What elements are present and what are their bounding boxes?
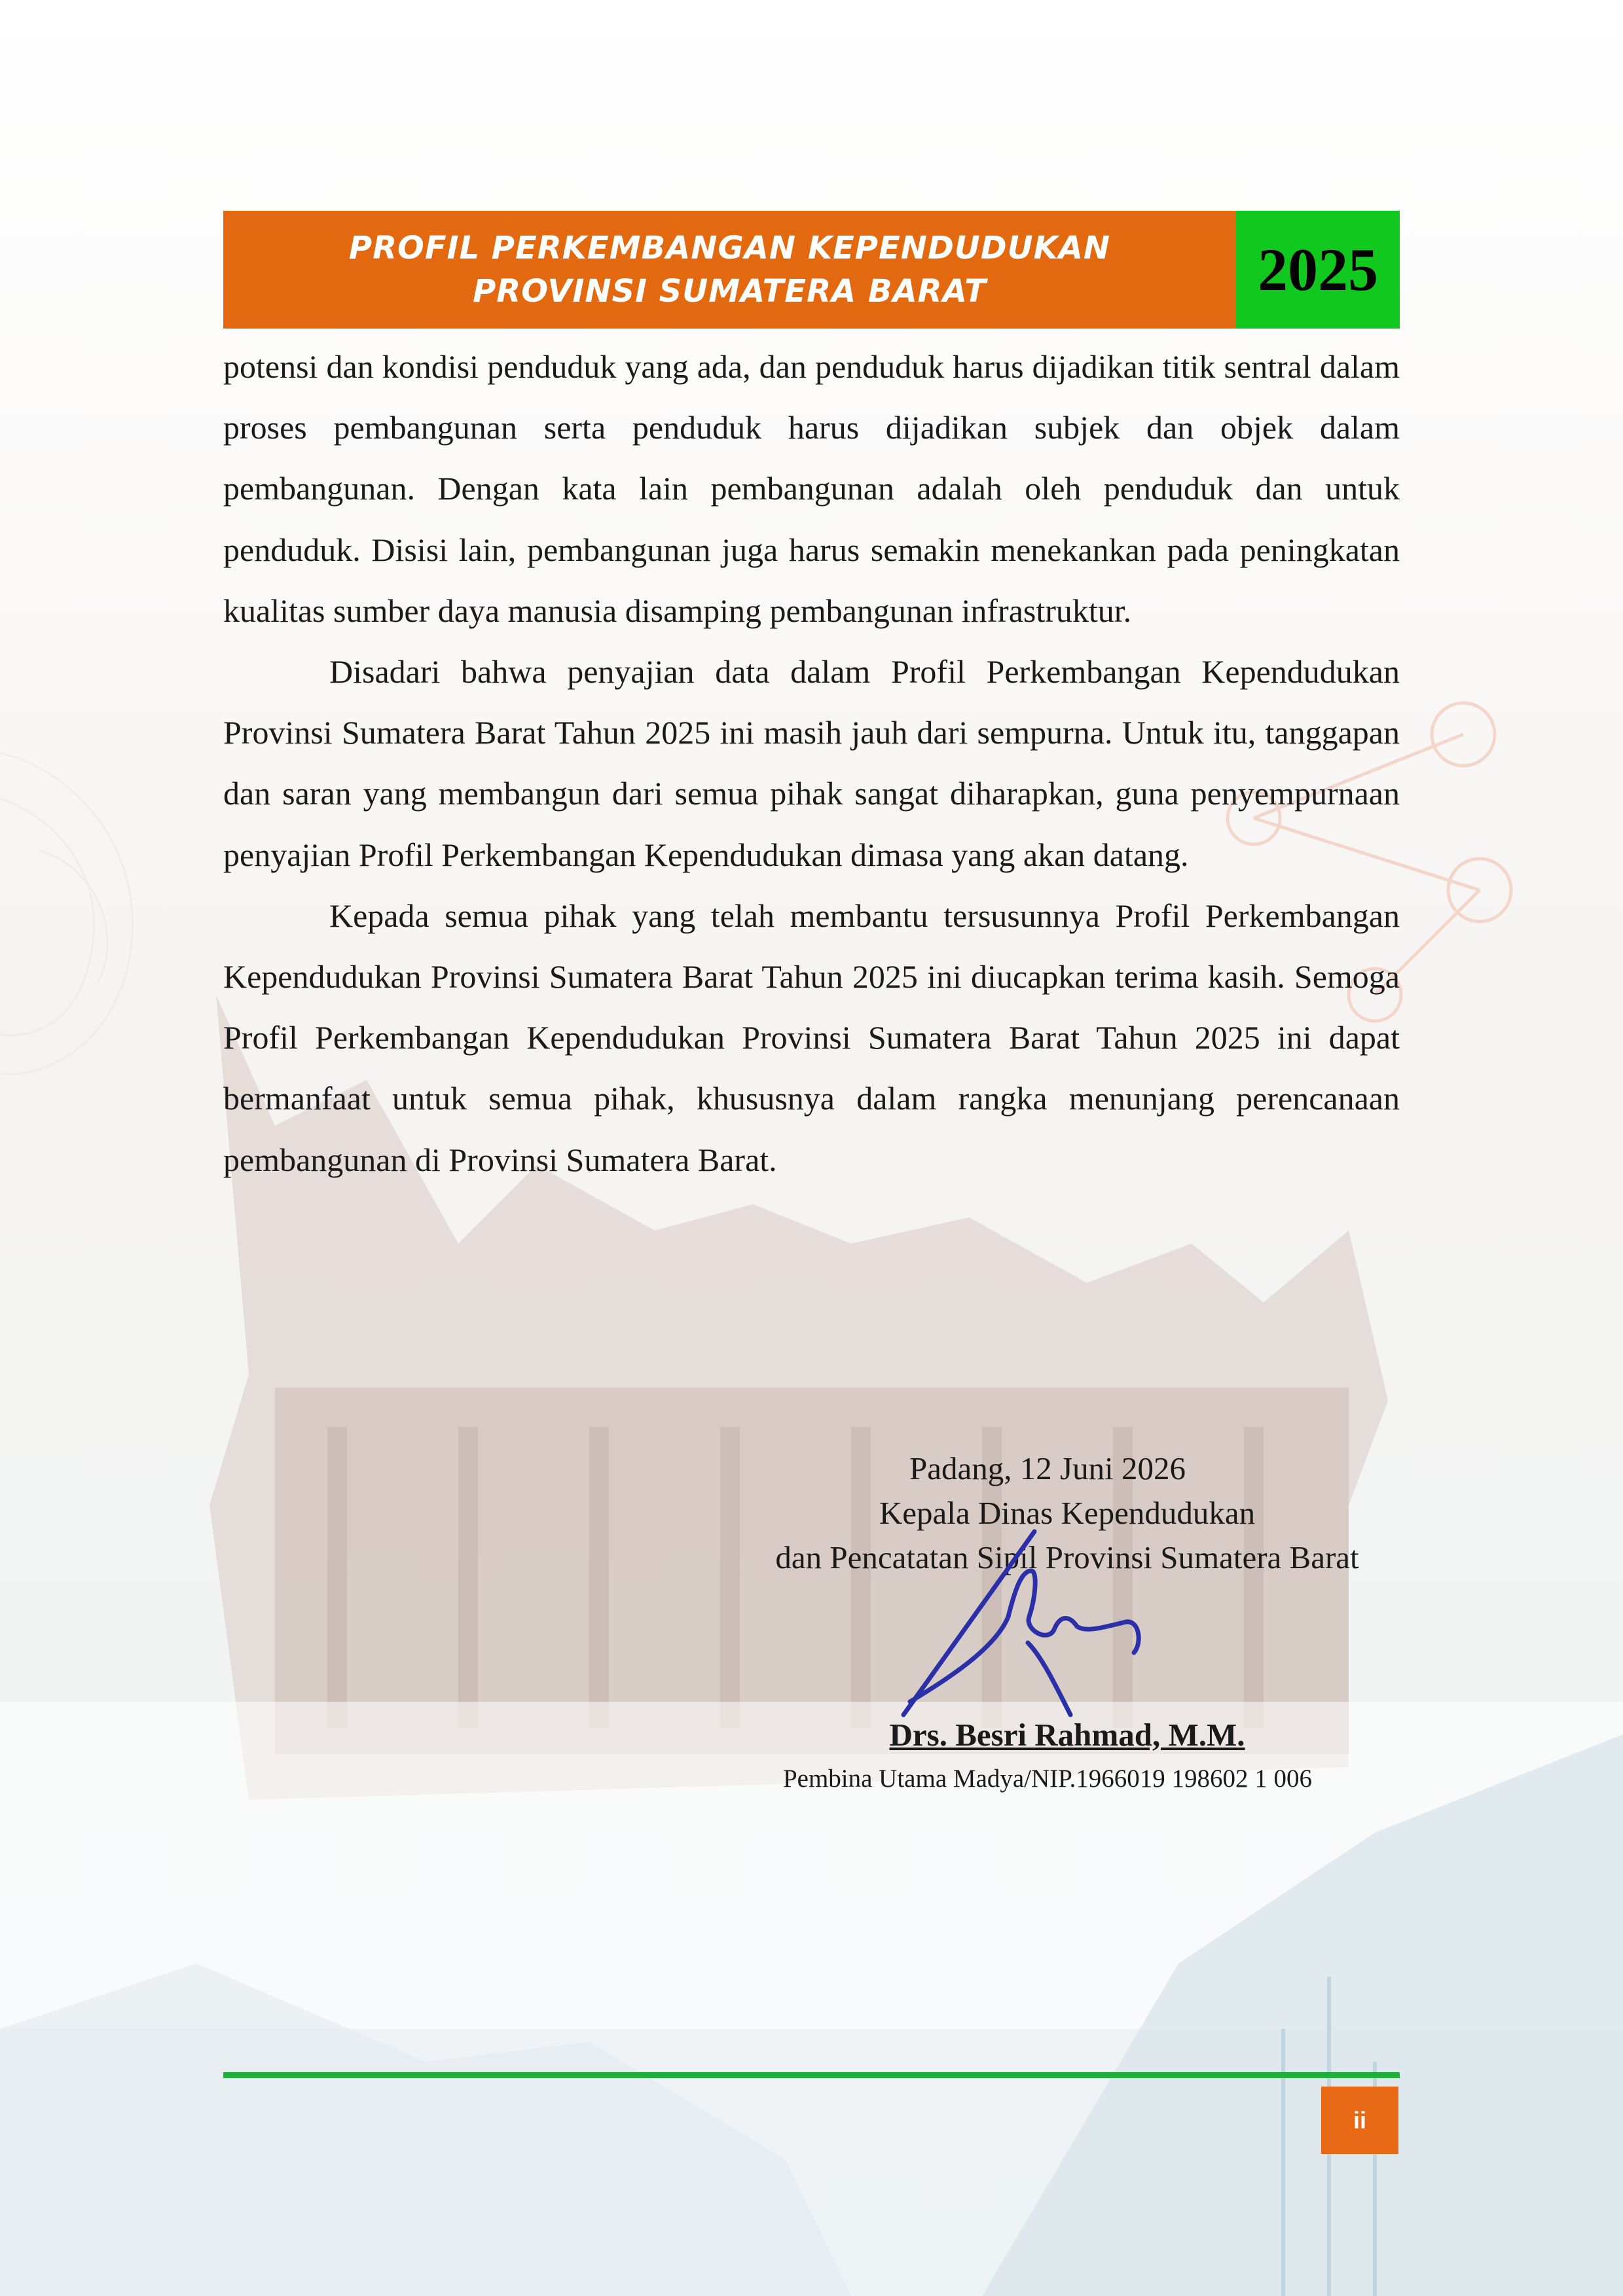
- header-title-line1: PROFIL PERKEMBANGAN KEPENDUDUKAN: [348, 230, 1111, 266]
- position-line-2: dan Pencatatan Sipil Provinsi Sumatera Barat: [775, 1539, 1359, 1575]
- page-number-badge: ii: [1321, 2087, 1398, 2154]
- position-line-1: Kepala Dinas Kependudukan: [879, 1495, 1256, 1531]
- handwritten-signature: [890, 1518, 1178, 1734]
- header-year-badge: 2025: [1236, 211, 1400, 329]
- paragraph-3: Kepada semua pihak yang telah membantu tersusunnya Profil Perkembangan Kependudukan Provinsi Sumatera Barat Tahun 2025 ini diucapkan terima kasih. Semoga Profil Perkembangan Kependudukan Provinsi Sumatera Barat Tahun 2025 ini dapat bermanfaat untuk semua pihak, khususnya dalam rangka menunjang perencanaan pembangunan di Provinsi Sumatera Barat.: [223, 897, 1400, 1178]
- header-title: [223, 211, 1236, 329]
- body-text: [223, 336, 1400, 1191]
- paragraph-2: Disadari bahwa penyajian data dalam Profil Perkembangan Kependudukan Provinsi Sumatera Barat Tahun 2025 ini masih jauh dari sempurna. Untuk itu, tanggapan dan saran yang membangun dari semua pihak sangat diharapkan, guna penyempurnaan penyajian Profil Perkembangan Kependudukan dimasa yang akan datang.: [223, 653, 1400, 873]
- paragraph-1: potensi dan kondisi penduduk yang ada, dan penduduk harus dijadikan titik sentral dalam proses pembangunan serta penduduk harus dijadikan subjek dan objek dalam pembangunan. Dengan kata lain pembangunan adalah oleh penduduk dan untuk penduduk. Disisi lain, pembangunan juga harus semakin menekankan pada peningkatan kualitas sumber daya manusia disamping pembangunan infrastruktur.: [223, 348, 1400, 629]
- footer-divider: [223, 2072, 1400, 2078]
- place-date: Padang, 12 Juni 2026: [909, 1450, 1186, 1486]
- header-title-line2: PROVINSI SUMATERA BARAT: [473, 273, 987, 310]
- header-banner: [223, 211, 1400, 329]
- signatory-nip: Pembina Utama Madya/NIP.1966019 198602 1 006: [782, 1765, 1313, 1793]
- signatory-name: Drs. Besri Rahmad, M.M.: [889, 1717, 1245, 1753]
